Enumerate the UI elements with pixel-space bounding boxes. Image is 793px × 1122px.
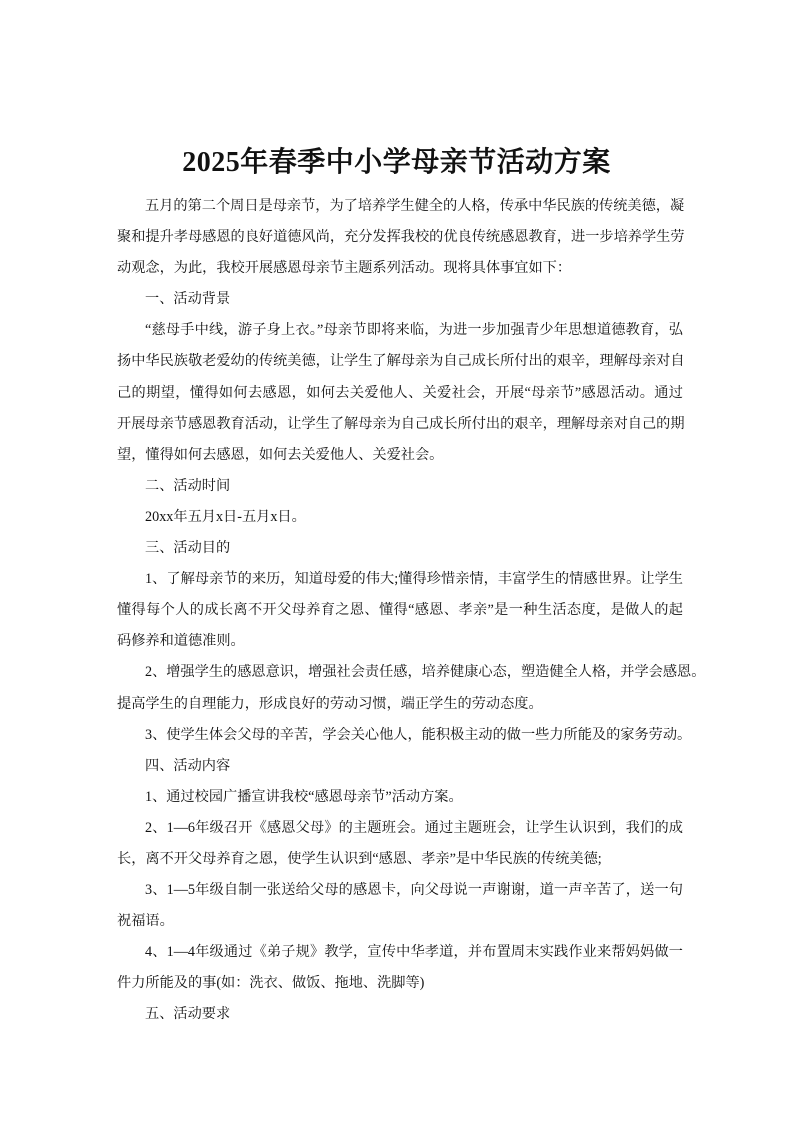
paragraph bbox=[117, 191, 683, 284]
paragraph-line: 二、活动时间 bbox=[145, 477, 231, 494]
paragraph bbox=[117, 937, 683, 999]
paragraph bbox=[117, 875, 683, 937]
paragraph-line: 三、活动目的 bbox=[145, 540, 231, 557]
paragraph-line: 四、活动内容 bbox=[145, 757, 231, 774]
paragraph-line: 3、1—5年级自制一张送给父母的感恩卡，向父母说一声谢谢，道一声辛苦了，送一句 bbox=[145, 882, 683, 899]
paragraph bbox=[117, 533, 683, 564]
paragraph bbox=[117, 284, 683, 315]
paragraph-line: 件力所能及的事(如：洗衣、做饭、拖地、洗脚等) bbox=[117, 975, 425, 992]
paragraph-line: 3、使学生体会父母的辛苦，学会关心他人，能积极主动的做一些力所能及的家务劳动。 bbox=[145, 726, 692, 743]
paragraph-line: 2、1—6年级召开《感恩父母》的主题班会。通过主题班会，让学生认识到，我们的成 bbox=[145, 819, 683, 836]
paragraph-line: “慈母手中线，游子身上衣。”母亲节即将来临，为进一步加强青少年思想道德教育，弘 bbox=[145, 322, 683, 339]
paragraph-line: 20xx年五月x日-五月x日。 bbox=[145, 508, 306, 525]
paragraph bbox=[117, 782, 683, 813]
paragraph bbox=[117, 315, 683, 470]
paragraph-line: 懂得每个人的成长离不开父母养育之恩、懂得“感恩、孝亲”是一种生活态度，是做人的起 bbox=[117, 602, 683, 619]
paragraph-line: 4、1—4年级通过《弟子规》教学，宣传中华孝道，并布置周末实践作业来帮妈妈做一 bbox=[145, 944, 683, 961]
paragraph-line: 聚和提升孝母感恩的良好道德风尚，充分发挥我校的优良传统感恩教育，进一步培养学生劳 bbox=[117, 229, 685, 246]
paragraph-line: 扬中华民族敬老爱幼的传统美德，让学生了解母亲为自己成长所付出的艰辛，理解母亲对自 bbox=[117, 353, 685, 370]
paragraph bbox=[117, 813, 683, 875]
paragraph-line: 长，离不开父母养育之恩，使学生认识到“感恩、孝亲”是中华民族的传统美德; bbox=[117, 850, 602, 867]
paragraph-line: 五月的第二个周日是母亲节，为了培养学生健全的人格，传承中华民族的传统美德，凝 bbox=[145, 198, 685, 214]
paragraph bbox=[117, 564, 683, 657]
paragraph-line: 提高学生的自理能力，形成良好的劳动习惯，端正学生的劳动态度。 bbox=[117, 695, 543, 712]
document-title: 2025年春季中小学母亲节活动方案 bbox=[182, 146, 611, 178]
paragraph bbox=[117, 751, 683, 782]
document-body bbox=[117, 191, 706, 1031]
paragraph-line: 开展母亲节感恩教育活动，让学生了解母亲为自己成长所付出的艰辛，理解母亲对自己的期 bbox=[117, 415, 685, 432]
paragraph-line: 动观念，为此，我校开展感恩母亲节主题系列活动。现将具体事宜如下： bbox=[117, 260, 572, 277]
paragraph-line: 望，懂得如何去感恩，如何去关爱他人、关爱社会。 bbox=[117, 446, 444, 463]
paragraph-line: 1、了解母亲节的来历，知道母爱的伟大;懂得珍惜亲情，丰富学生的情感世界。让学生 bbox=[145, 571, 683, 588]
paragraph-line: 祝福语。 bbox=[117, 913, 174, 930]
paragraph bbox=[117, 657, 706, 719]
paragraph-line: 2、增强学生的感恩意识，增强社会责任感，培养健康心态，塑造健全人格，并学会感恩。 bbox=[145, 664, 706, 681]
paragraph bbox=[117, 999, 683, 1030]
paragraph bbox=[117, 502, 683, 533]
paragraph-line: 码修养和道德准则。 bbox=[117, 633, 245, 650]
paragraph-line: 己的期望，懂得如何去感恩，如何去关爱他人、关爱社会，开展“母亲节”感恩活动。通过 bbox=[117, 384, 683, 401]
paragraph-line: 一、活动背景 bbox=[145, 291, 231, 308]
paragraph-line: 五、活动要求 bbox=[145, 1006, 231, 1023]
paragraph bbox=[117, 471, 683, 502]
paragraph-line: 1、通过校园广播宣讲我校“感恩母亲节”活动方案。 bbox=[145, 788, 463, 805]
paragraph bbox=[117, 720, 692, 751]
